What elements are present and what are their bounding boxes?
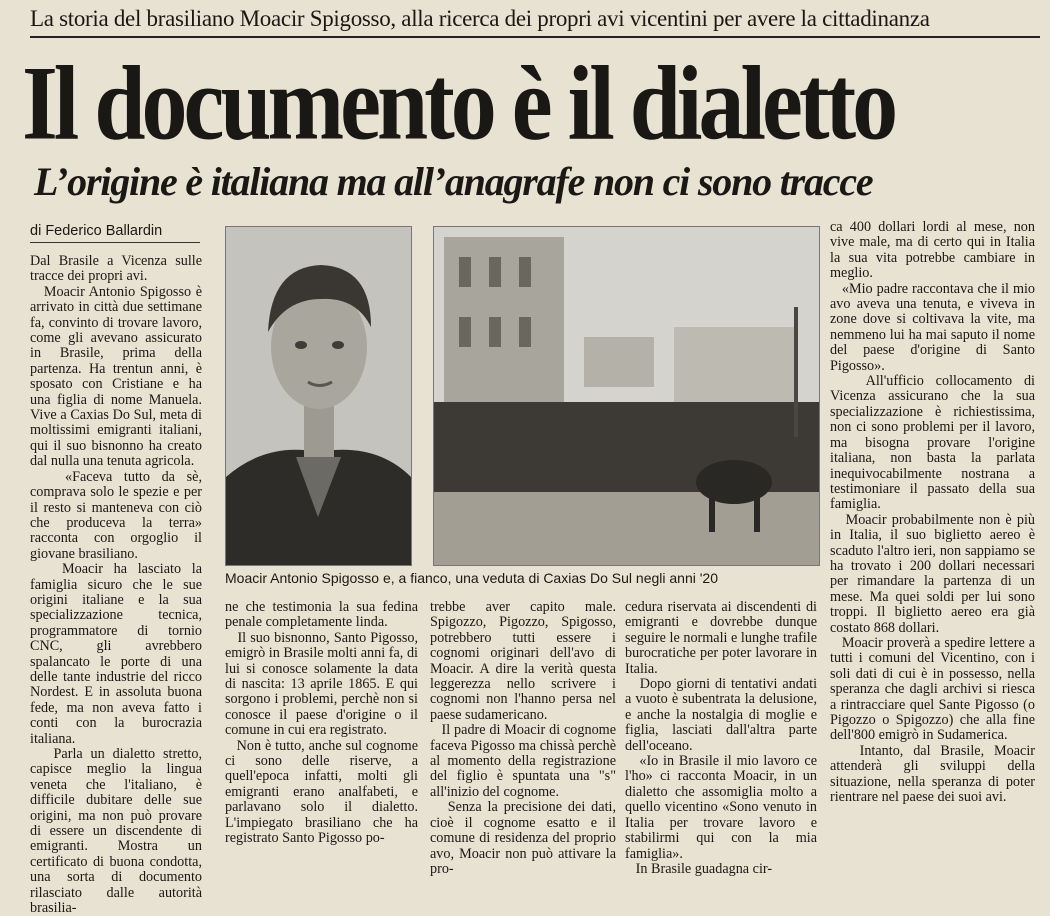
article-kicker: La storia del brasiliano Moacir Spigosso, alla ricerca dei propri avi vicentini per avere la cittadinanza: [30, 6, 1040, 38]
photo-caption: Moacir Antonio Spigosso e, a fianco, una veduta di Caxias Do Sul negli anni '20: [225, 570, 718, 586]
portrait-photo: [225, 226, 412, 566]
article-column-3: trebbe aver capito male. Spigozzo, Pigozzo, Spigosso, potrebbero tutti essere i cognomi originari dell'avo di Moacir. A dire la verità questa leggerezza nello scrivere i cognomi non l'hanno persa nel paese sudamericano. Il padre di Moacir di cognome faceva Pigosso ma chissà perchè al momento della registrazione del figlio è spuntata una "s" all'inizio del cognome. Senza la precisione dei dati, cioè il cognome esatto e il comune di residenza del proprio avo, Moacir non può attivare la pro-: [430, 599, 617, 877]
article-byline: di Federico Ballardin: [30, 223, 200, 243]
article-column-2: ne che testimonia la sua fedina penale completamente linda. Il suo bisnonno, Santo Pigosso, emigrò in Brasile molti anni fa, di lui si conosce solamente la data di nascita: 13 aprile 1865. E qui sorgono i problemi, perchè non si conosce il paese d'origine o il comune in cui era registrato. Non è tutto, anche sul cognome ci sono delle riserve, a quell'epoca infatti, molti gli emigranti erano analfabeti, e parlavano solo il dialetto. L'impiegato brasiliano che ha registrato Santo Pigosso po-: [225, 599, 419, 847]
article-column-1: Dal Brasile a Vicenza sulle tracce dei propri avi. Moacir Antonio Spigosso è arrivato in città due settimane fa, convinto di trovare lavoro, come gli avevano assicurato in Brasile, prima della partenza. Ha trentun anni, è sposato con Cristiane e ha una figlia di nome Manuela. Vive a Caxias Do Sul, meta di moltissimi emigranti italiani, qui il suo bisnonno ha creato dal nulla una tenuta agricola. «Faceva tutto da sè, comprava solo le spezie e per il resto si manteneva con ciò che produceva la terra» racconta con orgoglio il giovane brasiliano. Moacir ha lasciato la famiglia sicuro che le sue origini italiane e la sua specializzazione tecnica, programmatore di tornio CNC, gli avrebbero spalancato le porte di una delle tante industrie del ricco Nordest. E in assoluta buona fede, ma non aveva fatto i conti con la burocrazia italiana. Parla un dialetto stretto, capisce meglio la lingua veneta che l'italiano, è difficile dubitare delle sue origini, ma non può provare di essere un discendente di emigranti. Mostra un certificato di buona condotta, una sorta di documento rilasciato dalle autorità brasilia-: [30, 253, 202, 916]
article-subtitle: L’origine è italiana ma all’anagrafe non ci sono tracce: [34, 159, 873, 204]
article-column-5: ca 400 dollari lordi al mese, non vive male, ma di certo qui in Italia la sua vita potrebbe cambiare in meglio. «Mio padre raccontava che il mio avo aveva una tenuta, e viveva in zone dove si coltivava la vite, ma nemmeno lui ha mai saputo il nome del paese d'origine di Santo Pigosso». All'ufficio collocamento di Vicenza assicurano che la sua specializzazione è richiestissima, non ci sono problemi per il lavoro, ma bisogna provare l'origine italiana, non basta la parlata inequivocabilmente nostrana a testimoniare il passato della sua famiglia. Moacir probabilmente non è più in Italia, il suo biglietto aereo è scaduto l'altro ieri, non sappiamo se ha trovato i 200 dollari necessari per rimandare la partenza di un mese. Ma quei soldi per lui sono troppi. Il biglietto aereo era già costato 868 dollari. Moacir proverà a spedire lettere a tutti i comuni del Vicentino, con i soli dati di cui è in possesso, nella speranza che dagli archivi si riesca a rintracciare quel Sante Pigosso (o Pigozzo o Spigozzo) che alla fine dell'800 emigrò in Sudamerica. Intanto, dal Brasile, Moacir attenderà gli sviluppi della situazione, nella speranza di poter rientrare nel paese dei suoi avi.: [830, 219, 1036, 806]
caxias-do-sul-photo: [433, 226, 820, 566]
article-column-4: cedura riservata ai discendenti di emigranti e dovrebbe dunque seguire le normali e lunghe trafile burocratiche per poter lavorare in Italia. Dopo giorni di tentativi andati a vuoto è subentrata la delusione, e anche la nostalgia di moglie e figlia, lasciati dall'altra parte dell'oceano. «Io in Brasile il mio lavoro ce l'ho» ci racconta Moacir, in un dialetto che assomiglia molto a quello vicentino «Sono venuto in Italia per trovare lavoro e stabilirmi qui con la mia famiglia». In Brasile guadagna cir-: [625, 599, 818, 877]
article-headline: Il documento è il dialetto: [22, 44, 895, 162]
